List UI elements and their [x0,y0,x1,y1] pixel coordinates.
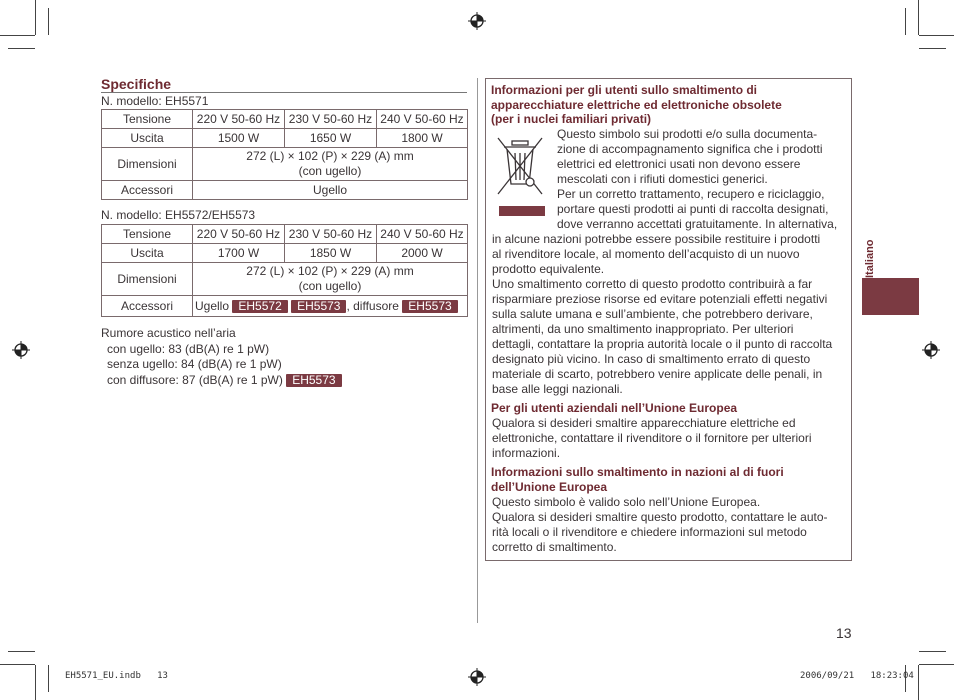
dimension-value: 272 (L) × 102 (P) × 229 (A) mm [246,149,414,163]
row-label: Accessori [102,181,193,200]
crop-mark [919,664,954,665]
noise-line: con ugello: 83 (dB(A) re 1 pW) [107,341,270,356]
text-line: portare questi prodotti ai punti di raccolta designati, [557,202,829,216]
table-row [102,225,468,244]
spec-table-1 [101,109,468,200]
row-label: Dimensioni [102,148,193,181]
dimension-note: (con ugello) [298,279,362,293]
crop-mark [35,0,36,35]
table-row [102,110,468,129]
crossed-out-bin-icon [494,136,546,196]
info-heading [491,83,846,127]
section-title: Specifiche [101,76,172,92]
table-cell: Ugello [193,181,468,200]
noise-line [101,373,342,389]
text-line: informazioni. [492,446,561,460]
text-line: altrimenti, da uno smaltimento inappropriato. Per ulteriori [492,322,794,336]
dimension-value: 272 (L) × 102 (P) × 229 (A) mm [246,264,414,278]
row-label: Accessori [102,296,193,317]
info-paragraph [492,232,850,397]
info-heading-line: dell’Unione Europea [491,479,608,494]
registration-mark-icon [922,341,940,359]
crop-mark [48,665,49,692]
table-row [102,296,468,317]
model-badge: EH5573 [291,300,346,313]
table-cell [193,296,468,317]
info-heading-line: Informazioni sullo smaltimento in nazioni al di fuori [491,465,784,479]
crop-mark [0,35,35,36]
page-number: 13 [836,625,852,641]
noise-title: Rumore acustico nell’aria [101,326,236,340]
crop-mark [905,8,906,35]
crop-mark [918,0,919,35]
table-row [102,148,468,181]
table-cell: 1500 W [193,129,285,148]
table-row [102,129,468,148]
table-cell: 1800 W [377,129,468,148]
info-paragraph [557,127,852,232]
crop-mark [919,48,946,49]
crop-mark [48,8,49,35]
table-cell: 240 V 50-60 Hz [377,225,468,244]
text-line: zione di accompagnamento significa che i prodotti [557,142,823,156]
text-line: corretto di smaltimento. [492,540,617,554]
table-cell: 1700 W [193,244,285,263]
model-label-1: N. modello: EH5571 [101,94,209,108]
text-line: mescolati con i rifiuti domestici generici. [557,172,768,186]
text-line: in alcune nazioni potrebbe essere possibile restituire i prodotti [492,232,821,246]
table-row [102,263,468,296]
text-line: dove verranno accettati gratuitamente. In alternativa, [557,217,838,231]
table-cell [193,148,468,181]
info-heading-line: (per i nuclei familiari privati) [491,112,652,126]
crop-mark [35,665,36,700]
language-tab-label [858,230,886,280]
table-cell: 220 V 50-60 Hz [193,110,285,129]
text-line: al rivenditore locale, al momento dell’acquisto di un nuovo [492,247,800,261]
info-paragraph [492,416,850,461]
row-label: Dimensioni [102,263,193,296]
info-heading-line: Informazioni per gli utenti sullo smaltimento di [491,83,758,97]
registration-mark-icon [468,12,486,30]
symbol-bar [499,206,545,216]
registration-mark-icon [12,341,30,359]
footer-file-info: EH5571_EU.indb 13 [65,671,168,681]
model-badge: EH5572 [232,300,287,313]
table-cell: 240 V 50-60 Hz [377,110,468,129]
model-label-2: N. modello: EH5572/EH5573 [101,208,256,222]
noise-section [101,326,342,388]
text-line: rità locali o il rivenditore e chiedere informazioni sul metodo [492,525,807,539]
crop-mark [918,665,919,700]
table-cell: 230 V 50-60 Hz [285,225,377,244]
row-label: Tensione [102,110,193,129]
registration-mark-icon [468,668,486,686]
table-cell: 1650 W [285,129,377,148]
title-rule [101,92,467,93]
table-row [102,244,468,263]
text-line: prodotto equivalente. [492,262,605,276]
text-line: designato più vicino. In caso di smaltimento errato di questo [492,352,811,366]
crop-mark [0,664,35,665]
text-line: sulla salute umana e sull’ambiente, che potrebbero derivare, [492,307,813,321]
column-divider [477,78,478,623]
language-tab-text: Italiano [864,239,876,278]
model-badge: EH5573 [286,374,341,387]
row-label: Uscita [102,129,193,148]
text-line: Uno smaltimento corretto di questo prodotto contribuirà a far [492,277,813,291]
info-paragraph [492,495,850,555]
model-badge: EH5573 [402,300,457,313]
text-line: elettroniche, contattare il rivenditore o il fornitore per ulteriori [492,431,812,445]
row-label: Uscita [102,244,193,263]
crop-mark [8,48,35,49]
info-heading-line: apparecchiature elettriche ed elettroniche obsolete [491,97,782,112]
text-line: risparmiare preziose risorse ed evitare potenziali effetti negativi [492,292,828,306]
business-heading: Per gli utenti aziendali nell’Unione Europea [491,401,738,415]
crop-mark [919,651,946,652]
table-cell [193,263,468,296]
noise-line: senza ugello: 84 (dB(A) re 1 pW) [107,357,282,371]
noise-line-text: con diffusore: 87 (dB(A) re 1 pW) [107,372,283,387]
text-line: materiale di scarto, potrebbero venire applicate delle penali, in [492,367,823,381]
text-line: Qualora si desideri smaltire apparecchiature elettriche ed [492,416,796,430]
text-line: Questo simbolo sui prodotti e/o sulla documenta- [557,127,818,141]
table-row [102,181,468,200]
text-line: base alle leggi nazionali. [492,382,623,396]
crop-mark [8,651,35,652]
footer-timestamp: 2006/09/21 18:23:04 [800,671,914,681]
text-line: Questo simbolo è valido solo nell’Unione Europea. [492,495,761,509]
text-line: elettrici ed elettronici usati non devono essere [557,157,801,171]
text-line: dettagli, contattare la propria autorità locale o il punto di raccolta [492,337,833,351]
text-line: Qualora si desideri smaltire questo prodotto, contattare le auto- [492,510,828,524]
text-line: Per un corretto trattamento, recupero e riciclaggio, [557,187,825,201]
spec-table-2 [101,224,468,317]
row-label: Tensione [102,225,193,244]
crop-mark [919,35,954,36]
outside-eu-heading [491,465,846,494]
table-cell: 220 V 50-60 Hz [193,225,285,244]
table-cell: 2000 W [377,244,468,263]
table-cell: 230 V 50-60 Hz [285,110,377,129]
accessory-ugello: Ugello [195,298,230,313]
accessory-diffusore: , diffusore [346,298,399,313]
dimension-note: (con ugello) [298,164,362,178]
table-cell: 1850 W [285,244,377,263]
language-tab [862,278,919,315]
